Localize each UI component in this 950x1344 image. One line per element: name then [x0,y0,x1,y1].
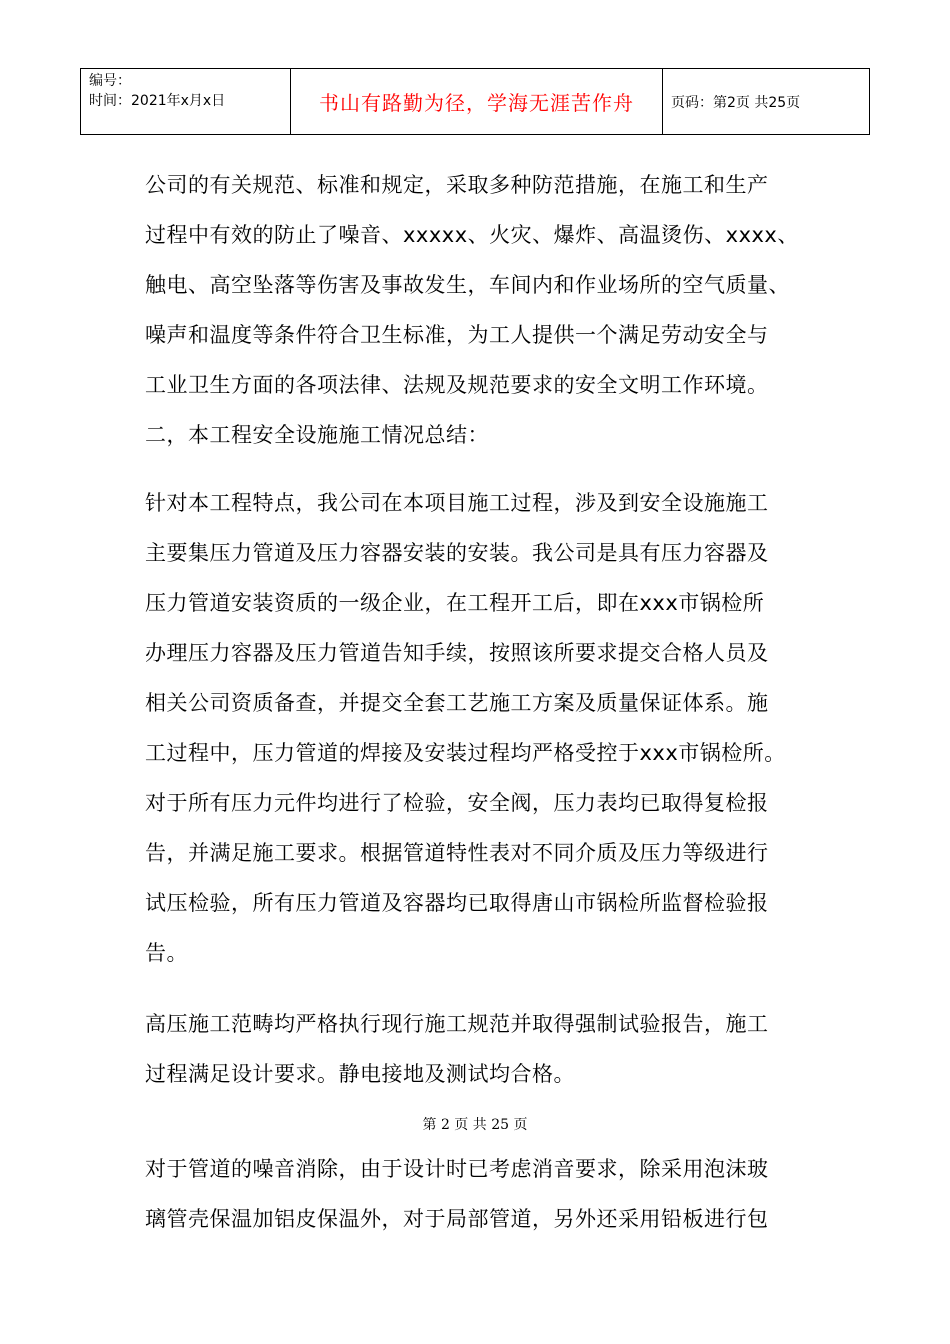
text-line: 公司的有关规范、标准和规定，采取多种防范措施，在施工和生产 [145,173,769,197]
text-line: 噪声和温度等条件符合卫生标准，为工人提供一个满足劳动安全与 [145,323,769,347]
document-time-label: 时间：2021年x月x日 [89,93,226,109]
header-page-info: 页码：第2页 共25页 [663,69,870,135]
text-line: 试压检验，所有压力管道及容器均已取得唐山市锅检所监督检验报 [145,891,769,915]
page-footer-number: 第 2 页 共 25 页 [422,1117,528,1133]
text-line: 过程中有效的防止了噪音、xxxxx、火灾、爆炸、高温烫伤、xxxx、 [145,223,799,247]
text-line: 告。 [145,941,188,965]
text-line: 过程满足设计要求。静电接地及测试均合格。 [145,1062,575,1086]
text-line: 对于所有压力元件均进行了检验，安全阀，压力表均已取得复检报 [145,791,769,815]
text-line: 触电、高空坠落等伤害及事故发生，车间内和作业场所的空气质量、 [145,273,790,297]
text-line: 主要集压力管道及压力容器安装的安装。我公司是具有压力容器及 [145,541,769,565]
paragraph-safety-standards [145,160,805,460]
text-line: 告，并满足施工要求。根据管道特性表对不同介质及压力等级进行 [145,841,769,865]
paragraph-noise-control [145,1144,805,1244]
text-line: 工过程中，压力管道的焊接及安装过程均严格受控于xxx市锅检所。 [145,741,786,765]
document-number-label: 编号： [89,73,131,89]
header-meta-cell [81,69,291,135]
text-line: 工业卫生方面的各项法律、法规及规范要求的安全文明工作环境。 [145,373,769,397]
paragraph-high-pressure [145,999,805,1099]
text-line: 压力管道安装资质的一级企业，在工程开工后，即在xxx市锅检所 [145,591,765,615]
text-line: 高压施工范畴均严格执行现行施工规范并取得强制试验报告，施工 [145,1012,769,1036]
text-line: 相关公司资质备查，并提交全套工艺施工方案及质量保证体系。施 [145,691,769,715]
text-line: 办理压力容器及压力管道告知手续，按照该所要求提交合格人员及 [145,641,769,665]
text-line: 璃管壳保温加铝皮保温外，对于局部管道，另外还采用铅板进行包 [145,1207,769,1231]
text-line: 对于管道的噪音消除，由于设计时已考虑消音要求，除采用泡沫玻 [145,1157,769,1181]
paragraph-pressure-installation [145,478,805,978]
header-motto: 书山有路勤为径，学海无涯苦作舟 [291,69,663,135]
text-line: 针对本工程特点，我公司在本项目施工过程，涉及到安全设施施工 [145,491,769,515]
document-header [80,68,870,135]
section-heading: 二，本工程安全设施施工情况总结： [145,423,489,447]
